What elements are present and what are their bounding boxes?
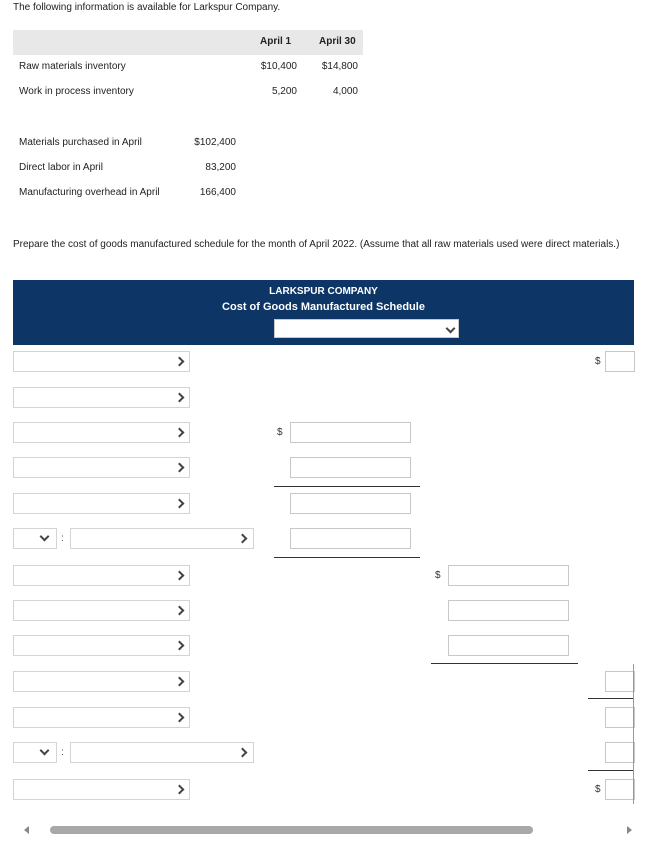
cost-label: Materials purchased in April — [19, 137, 142, 148]
amount-input-col3-3[interactable] — [605, 707, 635, 728]
chevron-right-icon — [175, 677, 185, 687]
cost-value: 166,400 — [199, 187, 236, 198]
line-item-select-9[interactable] — [13, 671, 190, 692]
cost-label: Direct labor in April — [19, 162, 103, 173]
inventory-table-header — [13, 30, 363, 55]
subtotal-rule — [588, 698, 634, 699]
chevron-down-icon — [40, 532, 50, 542]
row-label: Raw materials inventory — [19, 61, 126, 72]
line-item-select-4[interactable] — [13, 457, 190, 478]
inventory-label-select-1[interactable] — [70, 528, 254, 549]
chevron-down-icon — [40, 746, 50, 756]
header-april-30: April 30 — [319, 36, 356, 47]
amount-input-col1-2[interactable] — [290, 457, 411, 478]
chevron-right-icon — [175, 571, 185, 581]
amount-input-col1-1[interactable] — [290, 422, 411, 443]
row-april30-value: $14,800 — [321, 61, 358, 72]
company-name: LARKSPUR COMPANY — [269, 286, 378, 297]
prefix-select-2[interactable] — [13, 742, 57, 763]
amount-input-col2-2[interactable] — [448, 600, 569, 621]
chevron-right-icon — [175, 463, 185, 473]
chevron-right-icon — [175, 499, 185, 509]
chevron-right-icon — [175, 606, 185, 616]
schedule-title: Cost of Goods Manufactured Schedule — [222, 301, 425, 313]
dollar-sign: $ — [277, 427, 283, 438]
colon-separator: : — [61, 747, 64, 758]
line-item-select-8[interactable] — [13, 635, 190, 656]
chevron-right-icon — [175, 785, 185, 795]
chevron-right-icon — [175, 713, 185, 723]
row-april30-value: 4,000 — [332, 86, 358, 97]
column-edge — [633, 664, 634, 804]
line-item-select-7[interactable] — [13, 600, 190, 621]
dollar-sign: $ — [595, 356, 601, 367]
row-april1-value: $10,400 — [260, 61, 297, 72]
amount-input-col3-5[interactable] — [605, 779, 635, 800]
scroll-right-icon[interactable] — [627, 826, 632, 834]
line-item-select-10[interactable] — [13, 707, 190, 728]
subtotal-rule — [431, 663, 578, 664]
amount-input-col2-1[interactable] — [448, 565, 569, 586]
scroll-left-icon[interactable] — [24, 826, 29, 834]
line-item-select-11[interactable] — [13, 779, 190, 800]
horizontal-scrollbar[interactable] — [24, 824, 632, 838]
chevron-right-icon — [175, 393, 185, 403]
prefix-select-1[interactable] — [13, 528, 57, 549]
chevron-right-icon — [175, 357, 185, 367]
dollar-sign: $ — [435, 570, 441, 581]
chevron-right-icon — [238, 748, 248, 758]
subtotal-rule — [274, 557, 420, 558]
colon-separator: : — [61, 533, 64, 544]
schedule-header — [13, 280, 634, 345]
intro-text: The following information is available for Larkspur Company. — [13, 2, 281, 13]
row-label: Work in process inventory — [19, 86, 134, 97]
table-row — [13, 86, 363, 106]
subtotal-rule — [274, 486, 420, 487]
chevron-right-icon — [175, 428, 185, 438]
amount-input-col3-2[interactable] — [605, 671, 635, 692]
inventory-label-select-2[interactable] — [70, 742, 254, 763]
cost-label: Manufacturing overhead in April — [19, 187, 160, 198]
header-april-1: April 1 — [260, 36, 292, 47]
chevron-right-icon — [238, 534, 248, 544]
scrollbar-thumb[interactable] — [50, 826, 533, 834]
amount-input-col2-3[interactable] — [448, 635, 569, 656]
amount-input-col1-4[interactable] — [290, 528, 411, 549]
line-item-select-2[interactable] — [13, 387, 190, 408]
amount-input-col3-4[interactable] — [605, 742, 635, 763]
line-item-select-3[interactable] — [13, 422, 190, 443]
row-april1-value: 5,200 — [271, 86, 297, 97]
amount-input-col3-1[interactable] — [605, 351, 635, 372]
amount-input-col1-3[interactable] — [290, 493, 411, 514]
instructions: Prepare the cost of goods manufactured schedule for the month of April 2022. (Assume that all raw materials used were direct materials.) — [13, 239, 620, 250]
cost-value: $102,400 — [194, 137, 236, 148]
period-select[interactable] — [274, 319, 459, 338]
subtotal-rule — [588, 770, 634, 771]
dollar-sign: $ — [595, 784, 601, 795]
cost-value: 83,200 — [205, 162, 236, 173]
line-item-select-6[interactable] — [13, 565, 190, 586]
chevron-right-icon — [175, 641, 185, 651]
line-item-select-1[interactable] — [13, 351, 190, 372]
table-row — [13, 61, 363, 81]
chevron-down-icon — [446, 324, 456, 334]
line-item-select-5[interactable] — [13, 493, 190, 514]
